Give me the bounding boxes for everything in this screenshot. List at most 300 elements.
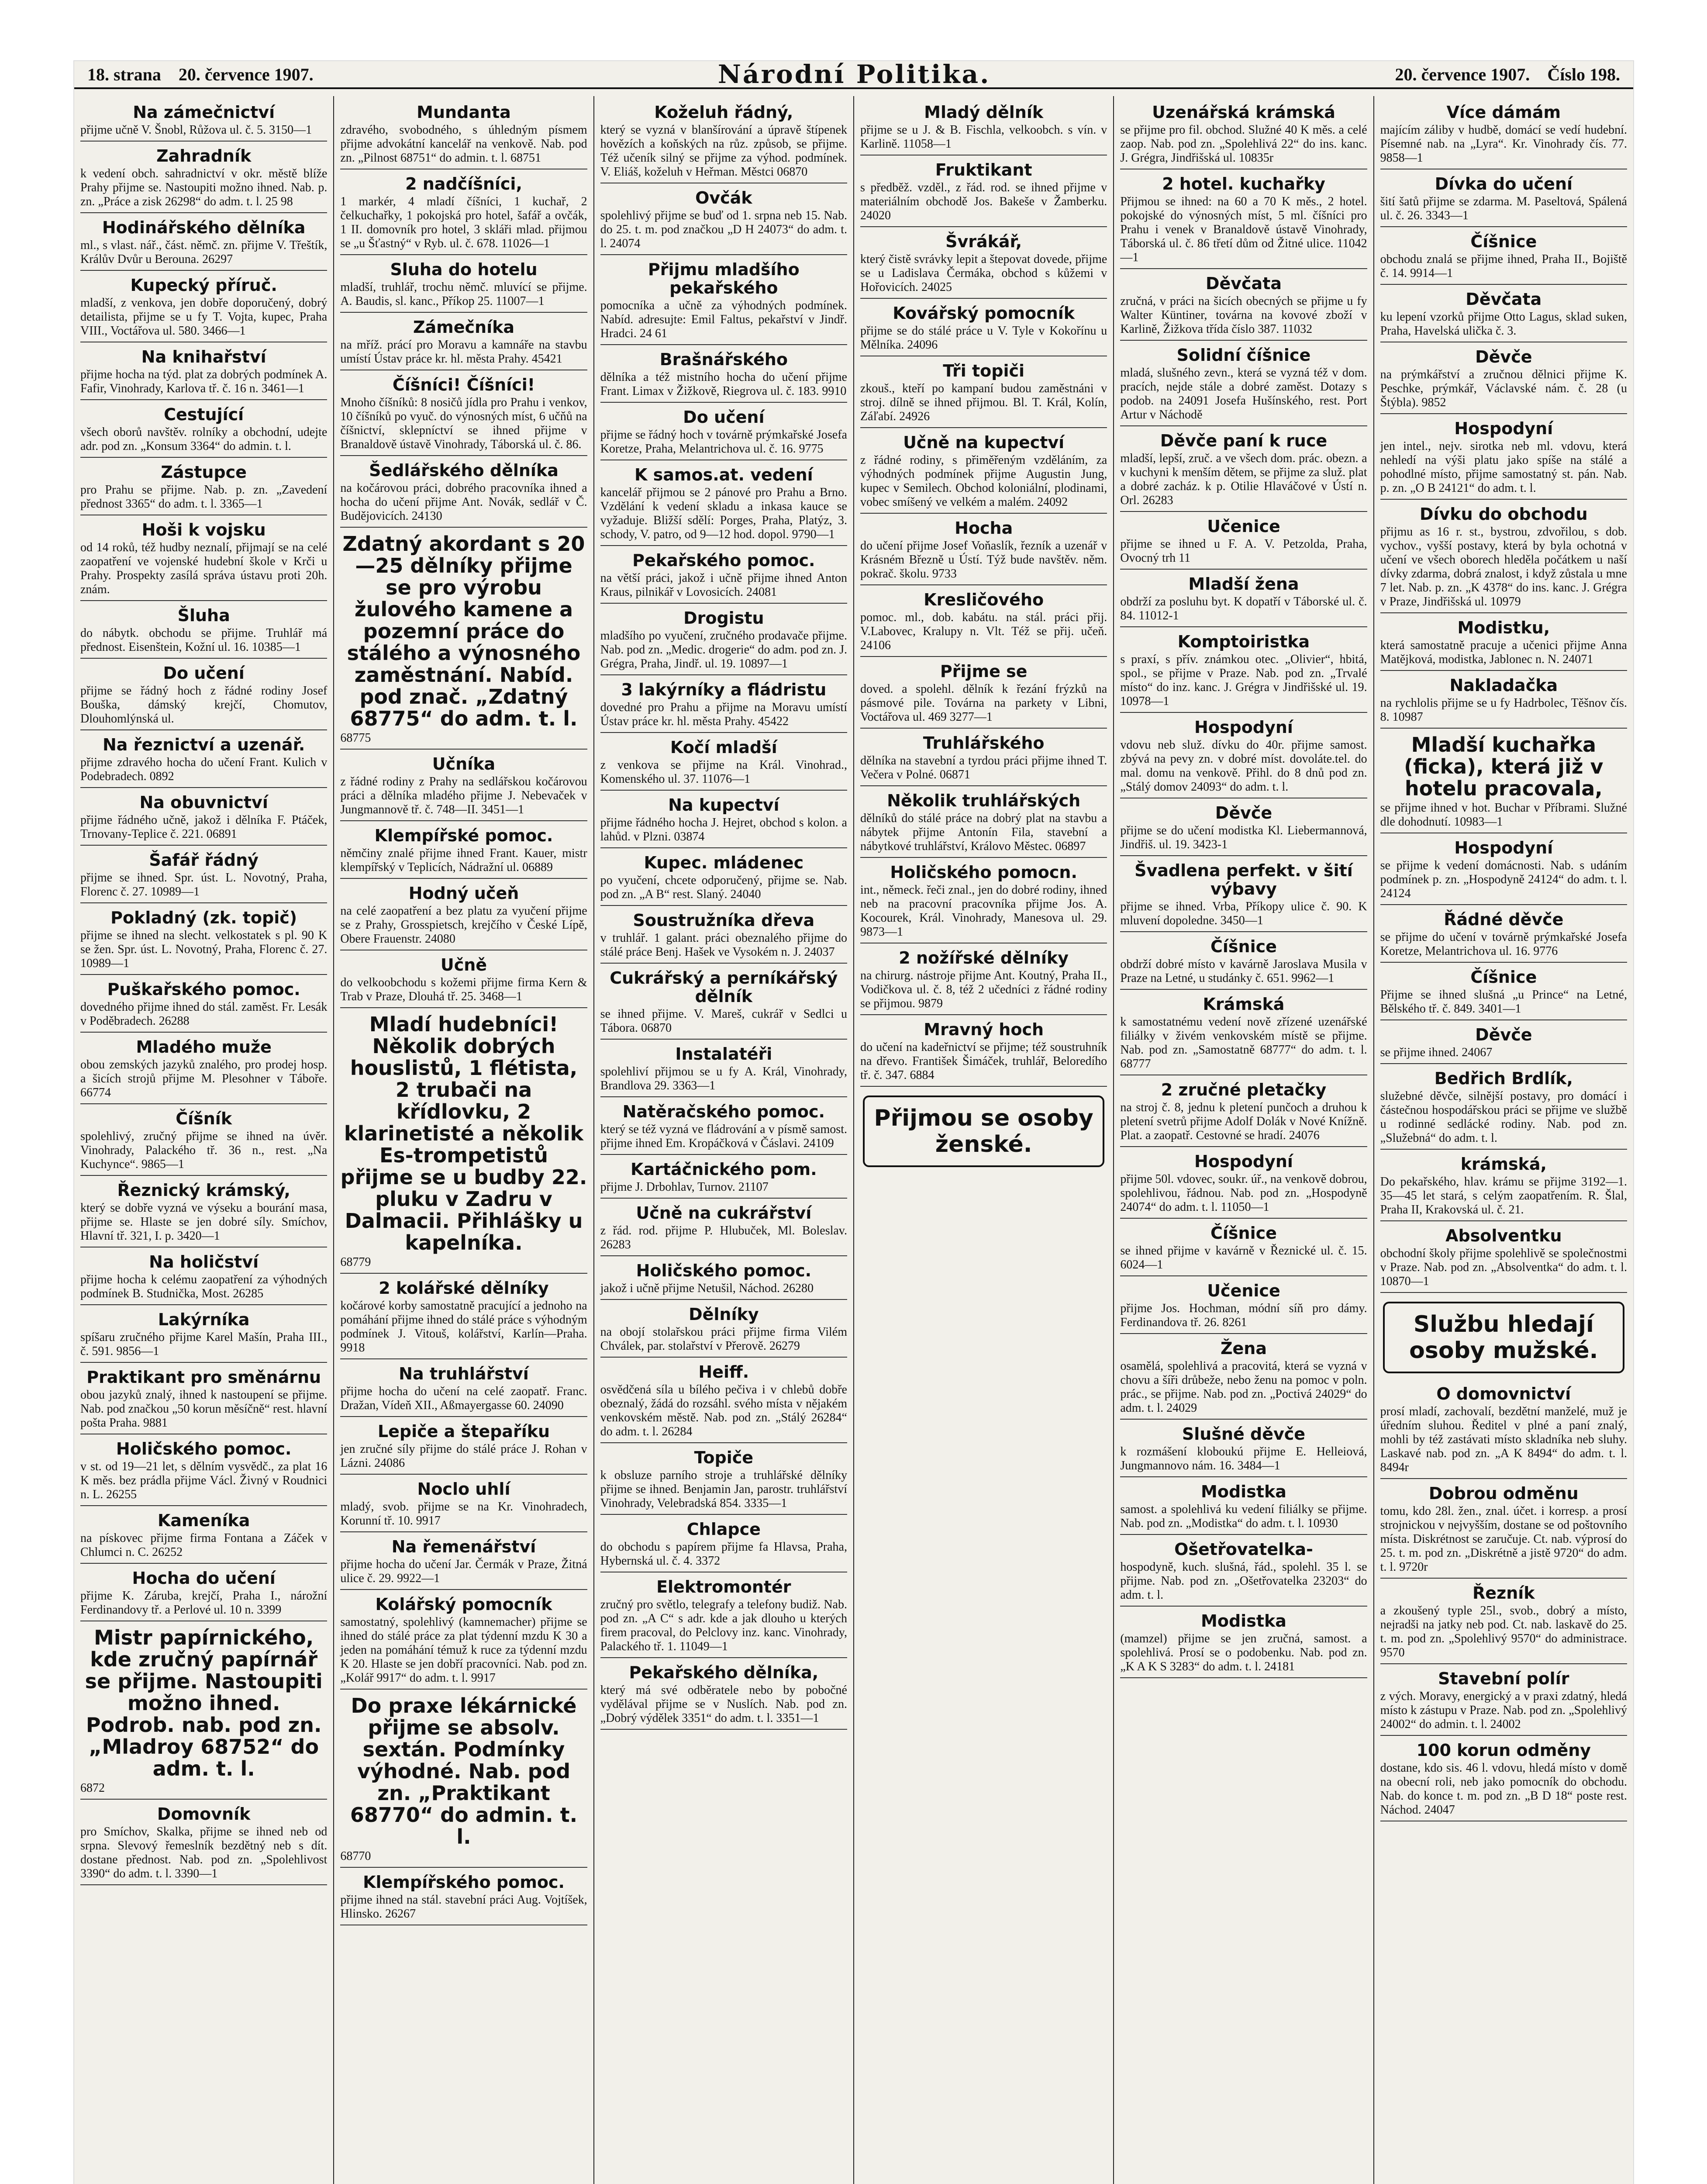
classified-ad: [600, 1360, 847, 1443]
ad-heading: Učně: [440, 955, 487, 975]
ad-body: obchodu znalá se přijme ihned, Praha II., Bojiště č. 14. 9914—1: [1380, 252, 1627, 280]
classified-ad: [80, 100, 327, 142]
ad-heading: 100 korun odměny: [1416, 1741, 1591, 1760]
classified-ad: [860, 100, 1107, 156]
classified-ad: [1380, 1581, 1627, 1664]
newspaper-page: [74, 61, 1633, 2184]
ad-heading: Do učení: [163, 663, 245, 683]
classified-ad: [600, 186, 847, 255]
ad-heading: Elektromontér: [656, 1577, 791, 1597]
ad-heading: Učně na kupectví: [903, 433, 1065, 452]
ad-body: přijme řádného hocha J. Hejret, obchod s kolon. a lahůd. v Plzni. 03874: [600, 816, 847, 843]
ad-body: do velkoobchodu s kožemi přijme firma Kern & Trab v Praze, Dlouhá tř. 25. 3468—1: [340, 976, 587, 1003]
ad-heading: Šafář řádný: [149, 850, 259, 870]
ad-heading: Nakladačka: [1449, 676, 1558, 695]
ad-heading: Číšnice: [1470, 968, 1537, 987]
classified-ad: [1380, 674, 1627, 729]
ad-body: jakož i učně přijme Netušil, Náchod. 26280: [600, 1282, 814, 1295]
ad-body: na celé zaopatření a bez platu za vyučení přijme se z Prahy, Grosspietsch, krejčího v České Lípě, Obere Frauenstr. 24080: [340, 904, 587, 946]
classified-ad: [1120, 272, 1367, 341]
ad-heading: Číšník: [176, 1109, 232, 1128]
ad-body: Mnoho číšníků: 8 nosičů jídla pro Prahu i venkov, 10 číšníků po vyuč. do výnosných míst, 6 učňů na číšnictví, sklepníctví se ihned přijme v Branaldově ústavě Vinohrady, Táborská ul. č. 86.: [340, 396, 587, 451]
ad-body: ku lepení vzorků přijme Otto Lagus, sklad suken, Praha, Havelská ulička č. 3.: [1380, 310, 1627, 338]
ad-body: do nábytk. obchodu se přijme. Truhlář má přednost. Eisenštein, Kožní ul. 16. 10385—1: [80, 626, 328, 654]
section-heading: Přijmou se osoby ženské.: [863, 1095, 1104, 1167]
ad-body: dělníka na stavební a tyrdou práci přijme ihned T. Večera v Polné. 06871: [860, 754, 1107, 781]
ad-body: který má své odběratele nebo by pobočné vydělával přijme se v Nuslích. Nab. pod zn. „Dobrý výdělek 3351“ do adm. t. l. 3351—1: [600, 1683, 847, 1725]
ad-heading: Řádné děvče: [1444, 910, 1564, 929]
ad-heading: Zástupce: [161, 463, 247, 482]
ad-heading: Číšnice: [1210, 937, 1277, 956]
classified-ad: [860, 789, 1107, 858]
classified-ad: [1380, 100, 1627, 169]
classified-ad: [600, 1446, 847, 1515]
classified-ad: [1120, 100, 1367, 169]
classified-ad: [1380, 1152, 1627, 1221]
ad-body: přijme se u J. & B. Fischla, velkoobch. s vín. v Karlině. 11058—1: [860, 123, 1107, 151]
classified-ad: [1120, 1538, 1367, 1607]
ad-body: kočárové korby samostatně pracující a jednoho na pomáhání přijme ihned do stálé práce s výhodným podmínek J. Vitouš, kolářství, Karlín—Praha. 9918: [340, 1299, 587, 1355]
classified-ad: [600, 1661, 847, 1730]
classified-ad: [600, 678, 847, 733]
ad-heading: Mladší kuchařka (ficka), která již v hotelu pracovala,: [1404, 733, 1604, 800]
ad-heading: Drogistu: [683, 608, 764, 628]
classified-ad: [1120, 1422, 1367, 1477]
ad-body: mladý, svob. přijme se na Kr. Vinohradech, Korunní tř. 10. 9917: [340, 1500, 587, 1527]
classified-ad: [80, 1509, 327, 1564]
classified-ad: [340, 1276, 587, 1359]
ad-body: int., německ. řeči znal., jen do dobré rodiny, ihned neb na pracovní pracovníka přijme Jos. A. Kocourek, Král. Vinohrady, Manesova ul. 29. 9873—1: [860, 883, 1107, 939]
ad-heading: Děvčata: [1466, 290, 1542, 309]
classified-ad: [600, 1042, 847, 1097]
classified-ad: [80, 403, 327, 458]
ad-body: zručná, v práci na šicích obecných se přijme u fy Walter Küntiner, továrna na kovové zboží v Karlině, Žižkova třída číslo 387. 11032: [1120, 294, 1367, 336]
ad-heading: Děvčata: [1205, 274, 1282, 293]
ad-heading: Šedlářského dělníka: [369, 461, 559, 480]
ad-heading: Hospodyní: [1454, 838, 1553, 857]
ad-body: přijme se do stálé práce u V. Tyle v Kokořínu u Mělníka. 24096: [860, 324, 1107, 352]
ad-body: jen intel., nejv. sirotka neb ml. vdovu, která nehledí na výši platu jako spíše na stálé a pohodlné místo, přijme samostatný st. pán. Nab. p. zn. „O B 24121“ do adm. t. l.: [1380, 439, 1627, 495]
ad-heading: Více dámám: [1446, 103, 1561, 122]
ad-heading: Číšnice: [1210, 1223, 1277, 1243]
ad-body: Do pekařského, hlav. krámu se přijme 3192—1. 35—45 let stará, s celým zaopatřením. R. Šlal, Praha II, Krakovská ul. č. 21.: [1380, 1175, 1627, 1216]
header-date-left: 20. července 1907.: [178, 64, 314, 84]
ad-heading: Noclo uhlí: [417, 1479, 510, 1499]
classified-ad: [860, 230, 1107, 299]
ad-body: doved. a spolehl. dělník k řezání frýzků na pásmové pile. Továrna na parkety v Libni, Voctářova ul. 469 3277—1: [860, 682, 1107, 724]
ad-heading: Dívku do obchodu: [1419, 505, 1588, 524]
ad-body: obou jazyků znalý, ihned k nastoupení se přijme. Nab. pod značkou „50 korun měsíčně“ rest. hlavní pošta Praha. 9881: [80, 1388, 328, 1430]
ad-heading: Učně na cukrářství: [636, 1203, 812, 1223]
ad-body: na mříž. prácí pro Moravu a kamnáře na stavbu umístí Ústav práce kr. hl. města Prahy. 45421: [340, 338, 587, 366]
ad-body: zkouš., kteří po kampaní budou zaměstnáni v stroj. dílně se ihned přijmou. Bl. T. Král, Kolín, Záľabí. 24926: [860, 382, 1107, 423]
ad-body: pomoc. ml., dob. kabátu. na stál. práci přij. V.Labovec, Kralupy n. Vlt. Též se přij. učeň. 24106: [860, 611, 1107, 652]
ad-heading: Číšnice: [1470, 232, 1537, 251]
ad-heading: Stavební polír: [1438, 1669, 1569, 1688]
ad-heading: Zahradník: [156, 146, 252, 166]
ad-body: mladší, z venkova, jen dobře doporučený, dobrý detailista, přijme se u fy T. Vojta, kupec, Praha VIII., Voctářova ul. 580. 3466—1: [80, 296, 328, 338]
ad-body: přijme se ihned. Vrba, Příkopy ulice č. 90. K mluvení dopoledne. 3450—1: [1120, 900, 1367, 927]
ad-heading: Koželuh řádný,: [654, 103, 793, 122]
classified-ad: [340, 1362, 587, 1417]
ad-body: Přijme se ihned slušná „u Prince“ na Letné, Bělského tř. č. 849. 3401—1: [1380, 988, 1627, 1016]
ad-heading: Děvče: [1475, 347, 1532, 366]
classified-ad: [600, 736, 847, 791]
classified-ad: [860, 158, 1107, 227]
classified-ad: [1380, 1023, 1627, 1064]
ad-body: přijme se řádný hoch z řádné rodiny Josef Bouška, dámský krejčí, Chomutov, Dlouhomlýnská ul.: [80, 684, 328, 726]
classified-ad: [1120, 515, 1367, 570]
column-6: [1373, 96, 1633, 2184]
ad-heading: Děvče: [1215, 803, 1272, 822]
classified-ad: [1380, 1382, 1627, 1479]
classified-ad: [80, 216, 327, 271]
ad-body: 1 markér, 4 mladí číšníci, 1 kuchař, 2 čelkuchařky, 1 pokojská pro hotel, šafář a ovčák, 1 II. domovník pro hotel, 3 skláři mlad. přijmou se „u Šťastný“ v Ryb. ul. č. 678. 11026—1: [340, 195, 587, 250]
ad-body: k rozmášení kloboukú přijme E. Helleiová, Jungmannovo nám. 16. 3484—1: [1120, 1445, 1367, 1472]
ad-body: na kočárovou práci, dobrého pracovníka ihned a hocha do učení přijme Ant. Novák, sedlář v Č. Budějovicích. 24130: [340, 481, 587, 523]
ad-heading: Hodinářského dělníka: [102, 218, 306, 237]
ad-body: šití šatů přijme se zdarma. M. Paseltová, Spálená ul. č. 26. 3343—1: [1380, 195, 1627, 222]
classified-ad: [80, 733, 327, 788]
classified-ad: [860, 359, 1107, 428]
ad-heading: Mladí hudebníci! Několik dobrých houslistů, 1 flétista, 2 trubači na křídlovku, 2 klarinetisté a několik Es-trompetistů přijme se u budby 22. pluku v Zadru v Dalmacii. Přihlášky u kapelníka.: [340, 1013, 587, 1254]
classified-ad: [80, 1802, 327, 1885]
ad-body: pomocníka a učně za výhodných podmínek. Nabíd. adresujte: Emil Faltus, pekařství v Jindř. Hradci. 24 61: [600, 299, 847, 340]
ad-heading: Klempířského pomoc.: [363, 1873, 565, 1892]
ad-body: přijme hocha na týd. plat za dobrých podmínek A. Fafir, Vinohrady, Karlova tř. č. 16 n. 3461—1: [80, 368, 328, 395]
ad-heading: Cestující: [164, 405, 244, 424]
classified-ad: [1380, 345, 1627, 414]
ad-body: přijme se řádný hoch v továrně prýmkařské Josefa Koretze, Praha, Melantrichova ul. č. 16. 9775: [600, 428, 847, 456]
classified-ad: [1380, 1224, 1627, 1293]
ad-heading: Na truhlářství: [399, 1364, 529, 1383]
ad-body: z vých. Moravy, energický a v praxi zdatný, hledá místo k zástupu v Praze. Nab. pod zn. „Spolehlivý 24002“ do admin. t. l. 24002: [1380, 1690, 1627, 1731]
ad-heading: Krámská: [1203, 995, 1285, 1014]
ad-heading: 3 lakýrníky a fládristu: [621, 680, 827, 699]
ad-heading: Pekařského dělníka,: [629, 1663, 819, 1682]
ad-heading: Číšníci! Číšníci!: [392, 375, 535, 394]
classified-ad: [1120, 1221, 1367, 1276]
ad-heading: Děvče: [1475, 1025, 1532, 1044]
ad-body: osvědčená síla u bílého pečiva i v chlebů dobře obeznalý, žádá do rozsáhl. svého místa v nějakém venkovském městě. Nab. pod zn. „Stálý 26284“ do adm. t. l. 26284: [600, 1383, 847, 1438]
ad-body: přijme se ihned na slecht. velkostatek s pl. 90 K se žen. Spr. úst. L. Novotný, Praha, Florenc č. 27. 10989—1: [80, 929, 328, 970]
ad-heading: Na holičství: [149, 1252, 259, 1272]
classified-ad: [1120, 1279, 1367, 1334]
issue-number: Číslo 198.: [1547, 64, 1620, 84]
ad-heading: Učenice: [1207, 1281, 1280, 1300]
ad-body: spolehliví přijmou se u fy A. Král, Vinohrady, Brandlova 29. 3363—1: [600, 1065, 847, 1092]
ad-heading: Na kupectví: [668, 795, 779, 815]
ad-body: se přijme ihned v hot. Buchar v Příbrami. Služné dle dohodnutí. 10983—1: [1380, 801, 1627, 829]
classified-ad: [1120, 1078, 1367, 1147]
classified-ad: [340, 1870, 587, 1925]
classified-ad: [340, 172, 587, 255]
ad-body: přijmu as 16 r. st., bystrou, zdvořilou, s dob. vychov., vyšší postavy, která by byla ochotná v učení ve všech oborech hleděla počátkem u naší dívky zdarma, dobrá znalost, i když zůstala u mne 7 let. Nab. p. zn. „K 4378“ do ins. kanc. J. Grégra v Praze, Jindřišská ul. 10979: [1380, 525, 1627, 608]
classified-ad: [1120, 1609, 1367, 1678]
ad-heading: Truhlářského: [923, 733, 1045, 753]
ad-heading: Na obuvnictví: [139, 793, 268, 812]
ad-heading: Mravný hoch: [924, 1020, 1044, 1039]
classified-ad: [1120, 1337, 1367, 1420]
ad-body: prosí mladí, zachovalí, bezdětní manželé, muž je úředním sluhou. Ředitel v plné a paní znalý, mohli by též zastávati místo skladníka neb sluhy. Laskavé nab. pod zn. „A K 8494“ do adm. t. l. 8494r: [1380, 1405, 1627, 1474]
classified-ad: [600, 549, 847, 604]
section-heading: Službu hledají osoby mužské.: [1383, 1302, 1624, 1373]
ad-heading: Topiče: [694, 1448, 754, 1467]
classified-ad: [80, 848, 327, 903]
ad-body: přijme K. Záruba, krejčí, Praha I., nárožní Ferdinandovy tř. a Perlové ul. 10 n. 3399: [80, 1589, 328, 1617]
classified-ad: [340, 752, 587, 821]
ad-body: kancelář přijmou se 2 pánové pro Prahu a Brno. Vzdělání k vedení skladu a inkasa kauce se vyžaduje. Bližší sdělí: Porges, Praha, Platýz, 3. schody, V. patro, od 9—12 hod. dopol. 9790—1: [600, 486, 847, 541]
ad-body: přijme se ihned. Spr. úst. L. Novotný, Praha, Florenc č. 27. 10989—1: [80, 871, 328, 898]
ad-heading: Domovník: [157, 1804, 251, 1824]
ad-body: na prýmkářství a zručnou dělnici přijme K. Peschke, prýmkář, Václavské nám. č. 28 (u Štýbla). 9852: [1380, 368, 1627, 409]
ad-body: přijme hocha do učení Jar. Čermák v Praze, Žitná ulice č. 29. 9922—1: [340, 1558, 587, 1585]
header-date-right: 20. července 1907.: [1395, 64, 1530, 84]
classified-ad: [1120, 801, 1367, 856]
ad-heading: Kovářský pomocník: [893, 304, 1075, 323]
classified-ad: [1120, 859, 1367, 932]
ad-heading: Brašnářského: [659, 350, 788, 369]
classified-ad: [1380, 502, 1627, 613]
ad-body: k vedení obch. sahradnictví v okr. městě blíže Prahy přijme se. Nastoupiti možno ihned. Nab. p. zn. „Práce a zisk 26298“ do adm. t. l. 25 98: [80, 167, 328, 208]
ad-body: na stroj č. 8, jednu k pletení punčoch a druhou k pletení svetrů přijme Adolf Dolák v Nové Knížně. Plat. a zaopatř. Cestovné se hradí. 24076: [1120, 1101, 1367, 1142]
classified-ad: [80, 1035, 327, 1104]
ad-heading: Mladého muže: [136, 1037, 272, 1057]
ad-heading: Instalatéři: [675, 1044, 772, 1064]
ad-heading: Kočí mladší: [670, 738, 777, 757]
classified-ad: [80, 144, 327, 213]
classified-ad: [600, 1575, 847, 1658]
page-label: 18. strana: [87, 64, 161, 84]
ad-body: 68775: [340, 731, 371, 745]
ad-heading: Kupecký příruč.: [130, 276, 277, 295]
ad-body: 6872: [80, 1781, 105, 1795]
classified-ad: [600, 258, 847, 345]
classified-ad: [860, 516, 1107, 585]
classified-ad: [1380, 230, 1627, 285]
ad-body: do učení přijme Josef Voňaslík, řezník a uzenář v Krásném Březně u Ústí. Týž bude navštěv. něm. pokrač. školu. 9733: [860, 539, 1107, 581]
ad-body: jen zručné síly přijme do stálé práce J. Rohan v Lázni. 24086: [340, 1442, 587, 1470]
ad-heading: Hospodyní: [1194, 718, 1293, 737]
classified-ad: [80, 791, 327, 846]
ad-heading: Přijme se: [940, 662, 1028, 681]
ad-heading: Kameníka: [157, 1511, 250, 1530]
column-3: [593, 96, 853, 2184]
classified-ad: [80, 518, 327, 601]
ad-heading: Učníka: [432, 754, 496, 774]
ad-body: přijme se do učení modistka Kl. Liebermannová, Jindřiš. ul. 19. 3423-1: [1120, 824, 1367, 851]
ad-heading: Slušné děvče: [1182, 1424, 1306, 1444]
ad-body: 68770: [340, 1849, 371, 1863]
classified-ad: [1380, 287, 1627, 342]
ad-heading: Cukrářský a perníkářský dělník: [610, 968, 838, 1006]
classified-ad: [80, 661, 327, 730]
classified-ad: [340, 459, 587, 528]
classified-ad: [1380, 1067, 1627, 1150]
classified-ad: [600, 606, 847, 675]
ad-body: který čistě svrávky lepit a štepovat dovede, přijme se u Ladislava Čermáka, obchod s kůžemi v Hořovicích. 24025: [860, 252, 1107, 294]
classified-ad: [80, 1178, 327, 1248]
classified-ad: [340, 824, 587, 879]
ad-heading: Učenice: [1207, 517, 1280, 536]
column-5: [1113, 96, 1373, 2184]
classified-ad: [1120, 715, 1367, 798]
column-1: [74, 96, 333, 2184]
ad-heading: Na řemenářství: [391, 1537, 536, 1556]
ad-heading: Řezník: [1473, 1583, 1535, 1603]
ad-heading: 2 kolářské dělníky: [379, 1279, 549, 1298]
ad-heading: K samos.at. vedení: [634, 465, 813, 484]
ad-heading: 2 nadčíšníci,: [405, 174, 522, 194]
ad-body: na rychlolis přijme se u fy Hadrbolec, Těšnov čís. 8. 10987: [1380, 696, 1627, 724]
classified-ad: [600, 1303, 847, 1358]
ad-body: se přijme k vedení domácnosti. Nab. s udáním podmínek p. zn. „Hospodyně 24124“ do adm. t. l. 24124: [1380, 859, 1627, 900]
ad-heading: Mundanta: [417, 103, 511, 122]
ad-body: s praxí, s přív. známkou otec. „Olivier“, hbitá, spol., se přijme v Praze. Nab. pod zn. „Trvalé místo“ do inz. kanc. J. Grégra v Jindřišské ul. 19. 10978—1: [1120, 653, 1367, 708]
ad-body: pro Smíchov, Skalka, přijme se ihned neb od srpna. Slevový řemeslník bezdětný neb s dít. dostane přednost. Nab. pod zn. „Spolehlivost 3390“ do adm. t. l. 3390—1: [80, 1825, 328, 1880]
ad-body: na obojí stolařskou práci přijme firma Vilém Chválek, par. stolařství v Přerově. 26279: [600, 1325, 847, 1353]
ad-body: majícím záliby v hudbě, domácí se vedí hudební. Písemné nab. na „Lyra“. Kr. Vinohrady čís. 77. 9858—1: [1380, 123, 1627, 165]
ad-body: přijme řádného učně, jakož i dělníka F. Ptáček, Trnovany-Teplice č. 221. 06891: [80, 813, 328, 841]
ad-columns: [74, 96, 1633, 2184]
classified-ad: [80, 978, 327, 1033]
classified-ad: [1120, 1150, 1367, 1219]
classified-ad: [600, 1517, 847, 1572]
classified-ad: [340, 258, 587, 313]
ad-heading: Kupec. mládenec: [644, 853, 804, 872]
ad-body: k samostatnému vedení nově zřízené uzenářské filiálky v živém venkovském místě se přijme. Nab. pod zn. „Samostatně 68777“ do adm. t. l. 68777: [1120, 1015, 1367, 1071]
classified-ad: [80, 1308, 327, 1363]
ad-heading: Kolářský pomocník: [375, 1595, 552, 1614]
ad-heading: Do učení: [683, 408, 765, 427]
ad-body: dělníka a též mistního hocha do učení přijme Frant. Limax v Žižkově, Riegrova ul. č. 183. 9910: [600, 370, 847, 398]
ad-body: samostatný, spolehlivý (kamnemacher) přijme se ihned do stálé práce za plat týdenní mzdu K 30 a jeden na pomáhání témuž k ruce za týdenní mzdu K 20. Hlaste se jen dobří pracovníci. Nab. pod zn. „Kolář 9917“ do adm. t. l. 9917: [340, 1615, 587, 1685]
ad-heading: Hospodyní: [1194, 1152, 1293, 1171]
ad-body: vdovu neb služ. dívku do 40r. přijme samost. zbývá na pevy zn. v dobré míst. dovoláte.tel. do mal. domu na venkově. Přihl. do 8 dnů pod zn. „Stálý domov 24093“ do adm. t. l.: [1120, 738, 1367, 794]
ad-body: přijme ihned na stál. stavební práci Aug. Vojtíšek, Hlinsko. 26267: [340, 1893, 587, 1921]
classified-ad: [80, 1107, 327, 1176]
ad-heading: Mladší žena: [1188, 574, 1299, 594]
ad-body: zdravého, svobodného, s úhledným písmem přijme advokátní kancelář na venkově. Nab. pod zn. „Pilnost 68751“ do admin. t. l. 68751: [340, 123, 587, 165]
ad-body: Přijmou se ihned: na 60 a 70 K měs., 2 hotel. pokojské do výnosných míst, 5 ml. číšníci pro Prahu i venek v Branaldově ústavě Vinohrady, Táborská ul. č. 86 třetí dům od Žitné ulice. 11042—1: [1120, 195, 1367, 264]
classified-ad: [80, 1250, 327, 1305]
ad-body: na chirurg. nástroje přijme Ant. Koutný, Praha II., Vodičkova ul. č. 8, též 2 učedníci z řádné rodiny se přijmou. 9879: [860, 969, 1107, 1010]
ad-heading: Zámečníka: [413, 318, 515, 337]
header-right: [1382, 64, 1633, 85]
ad-body: po vyučení, chcete odporučený, přijme se. Nab. pod zn. „A B“ rest. Slaný. 24040: [600, 874, 847, 901]
ad-heading: Ovčák: [695, 188, 752, 207]
ad-body: který se též vyzná ve fládrování a v písmě samost. přijme ihned Em. Kropáčková v Čáslavi. 24109: [600, 1123, 847, 1150]
ad-heading: Řeznický krámský,: [117, 1181, 290, 1200]
ad-body: spolehlivý, zručný přijme se ihned na úvěr. Vinohrady, Palackého tř. 36 n., rest. „Na Kuchynce“. 9865—1: [80, 1130, 328, 1171]
ad-heading: Do praxe lékárnické přijme se absolv. sextán. Podmínky výhodné. Nab. pod zn. „Praktikant 68770“ do admin. t. l.: [350, 1694, 578, 1849]
ad-body: 68779: [340, 1255, 371, 1269]
classified-ad: [1380, 417, 1627, 500]
ad-heading: Lepiče a štepaříku: [377, 1422, 550, 1441]
ad-body: přijme učně V. Šnobl, Růžova ul. č. 5. 3150—1: [80, 123, 312, 137]
ad-body: ml., s vlast. nář., část. němč. zn. přijme V. Třeštík, Králův Dvůr u Berouna. 26297: [80, 238, 328, 266]
ad-body: na větší práci, jakož i učně přijme ihned Anton Kraus, pilnikář v Lovosicích. 24081: [600, 571, 847, 599]
ad-heading: Zdatný akordant s 20—25 dělníky přijme se pro výrobu žulového kamene a pozemní práce do stálého a výnosného zaměstnání. Nabíd. pod znač. „Zdatný 68775“ do adm. t. l.: [342, 532, 585, 730]
ad-heading: 2 hotel. kuchařky: [1162, 174, 1325, 194]
classified-ad: [80, 604, 327, 659]
classified-ad: [600, 1201, 847, 1256]
ad-heading: Holičského pomocn.: [890, 863, 1077, 882]
ad-body: se přijme ihned. 24067: [1380, 1046, 1493, 1059]
classified-ad: [600, 909, 847, 964]
classified-ad: [600, 793, 847, 848]
classified-ad: [340, 881, 587, 950]
ad-body: z řád. rod. přijme P. Hlubuček, Ml. Boleslav. 26283: [600, 1224, 847, 1251]
classified-ad: [860, 1018, 1107, 1087]
classified-ad: [340, 315, 587, 370]
classified-ad: [600, 1158, 847, 1199]
classified-ad: [340, 1420, 587, 1475]
ad-body: mladšího po vyučení, zručného prodavače přijme. Nab. pod zn. „Medic. drogerie“ do adm. pod zn. J. Grégra, Praha, Jindř. ul. 19. 10897—1: [600, 629, 847, 670]
ad-body: se ihned přijme. V. Mareš, cukrář v Sedlci u Tábora. 06870: [600, 1007, 847, 1035]
classified-ad: [1380, 616, 1627, 671]
ad-heading: Švrákář,: [945, 232, 1022, 251]
classified-ad: [1380, 172, 1627, 227]
classified-ad: [600, 966, 847, 1040]
classified-ad: [80, 1624, 327, 1800]
ad-heading: Hodný učeň: [408, 884, 519, 903]
ad-body: přijme hocha k celému zaopatření za výhodných podmínek B. Studnička, Most. 26285: [80, 1273, 328, 1300]
classified-ad: [80, 460, 327, 515]
ad-body: přijme Jos. Hochman, módní síň pro dámy. Ferdinandova tř. 26. 8261: [1120, 1302, 1367, 1329]
classified-ad: [340, 1593, 587, 1690]
classified-ad: [860, 660, 1107, 729]
ad-body: s předběž. vzděl., z řád. rod. se ihned přijme v materiálním obchodě Jos. Bakeše v Žamberku. 24020: [860, 181, 1107, 222]
ad-heading: Tři topiči: [943, 361, 1025, 380]
classified-ad: [1380, 1667, 1627, 1736]
ad-heading: 2 zručné pletačky: [1161, 1080, 1327, 1099]
ad-body: který se dobře vyzná ve výseku a bourání masa, přijme se. Hlaste se jen dobré síly. Smíchov, Hlavní tř. 321, I. p. 3420—1: [80, 1201, 328, 1243]
column-2: [333, 96, 593, 2184]
ad-heading: 2 nožířské dělníky: [899, 948, 1069, 968]
ad-heading: Modistka: [1201, 1482, 1286, 1501]
classified-ad: [600, 405, 847, 460]
ad-body: dovedné pro Prahu a přijme na Moravu umístí Ústav práce kr. hl. města Prahy. 45422: [600, 701, 847, 728]
ad-heading: Přijmu mladšího pekařského: [648, 260, 800, 297]
ad-heading: Hospodyní: [1454, 419, 1553, 438]
ad-body: z venkova se přijme na Král. Vinohrad., Komenského ul. 37. 11076—1: [600, 758, 847, 786]
classified-ad: [80, 345, 327, 400]
ad-heading: Solidní číšnice: [1176, 346, 1311, 365]
classified-ad: [860, 946, 1107, 1015]
classified-ad: [600, 463, 847, 546]
ad-body: v truhlář. 1 galant. práci obeznalého přijme do stálé práce Benj. Hašek ve Vysokém n. J. 24037: [600, 931, 847, 959]
ad-heading: Na knihařství: [141, 347, 266, 366]
ad-body: se ihned přijme v kavárně v Řeznické ul. č. 15. 6024—1: [1120, 1244, 1367, 1272]
ad-body: z řádné rodiny, s přiměřeným vzděláním, za výhodných podmínek přijme Augustin Jung, kupec v Semilech. Obchod koloniální, plodinami, vobec smíšený ve velkém a malém. 24092: [860, 453, 1107, 509]
ad-heading: Na řeznictví a uzenář.: [102, 735, 305, 754]
ad-heading: Hocha do učení: [132, 1569, 276, 1588]
classified-ad: [600, 1100, 847, 1155]
classified-ad: [1120, 630, 1367, 713]
ad-heading: Uzenářská krámská: [1152, 103, 1335, 122]
classified-ad: [1380, 836, 1627, 905]
ad-heading: Na zámečnictví: [133, 103, 275, 122]
ad-heading: Klempířské pomoc.: [374, 826, 553, 845]
ad-body: se přijme do učení v továrně prýmkařské Josefa Koretze, Melantrichova ul. 16. 9776: [1380, 930, 1627, 958]
ad-heading: Dívka do učení: [1435, 174, 1573, 194]
classified-ad: [600, 100, 847, 183]
ad-body: přijme se ihned u F. A. V. Petzolda, Praha, Ovocný trh 11: [1120, 537, 1367, 565]
classified-ad: [340, 373, 587, 456]
ad-heading: Hoši k vojsku: [141, 520, 266, 539]
classified-ad: [80, 906, 327, 975]
